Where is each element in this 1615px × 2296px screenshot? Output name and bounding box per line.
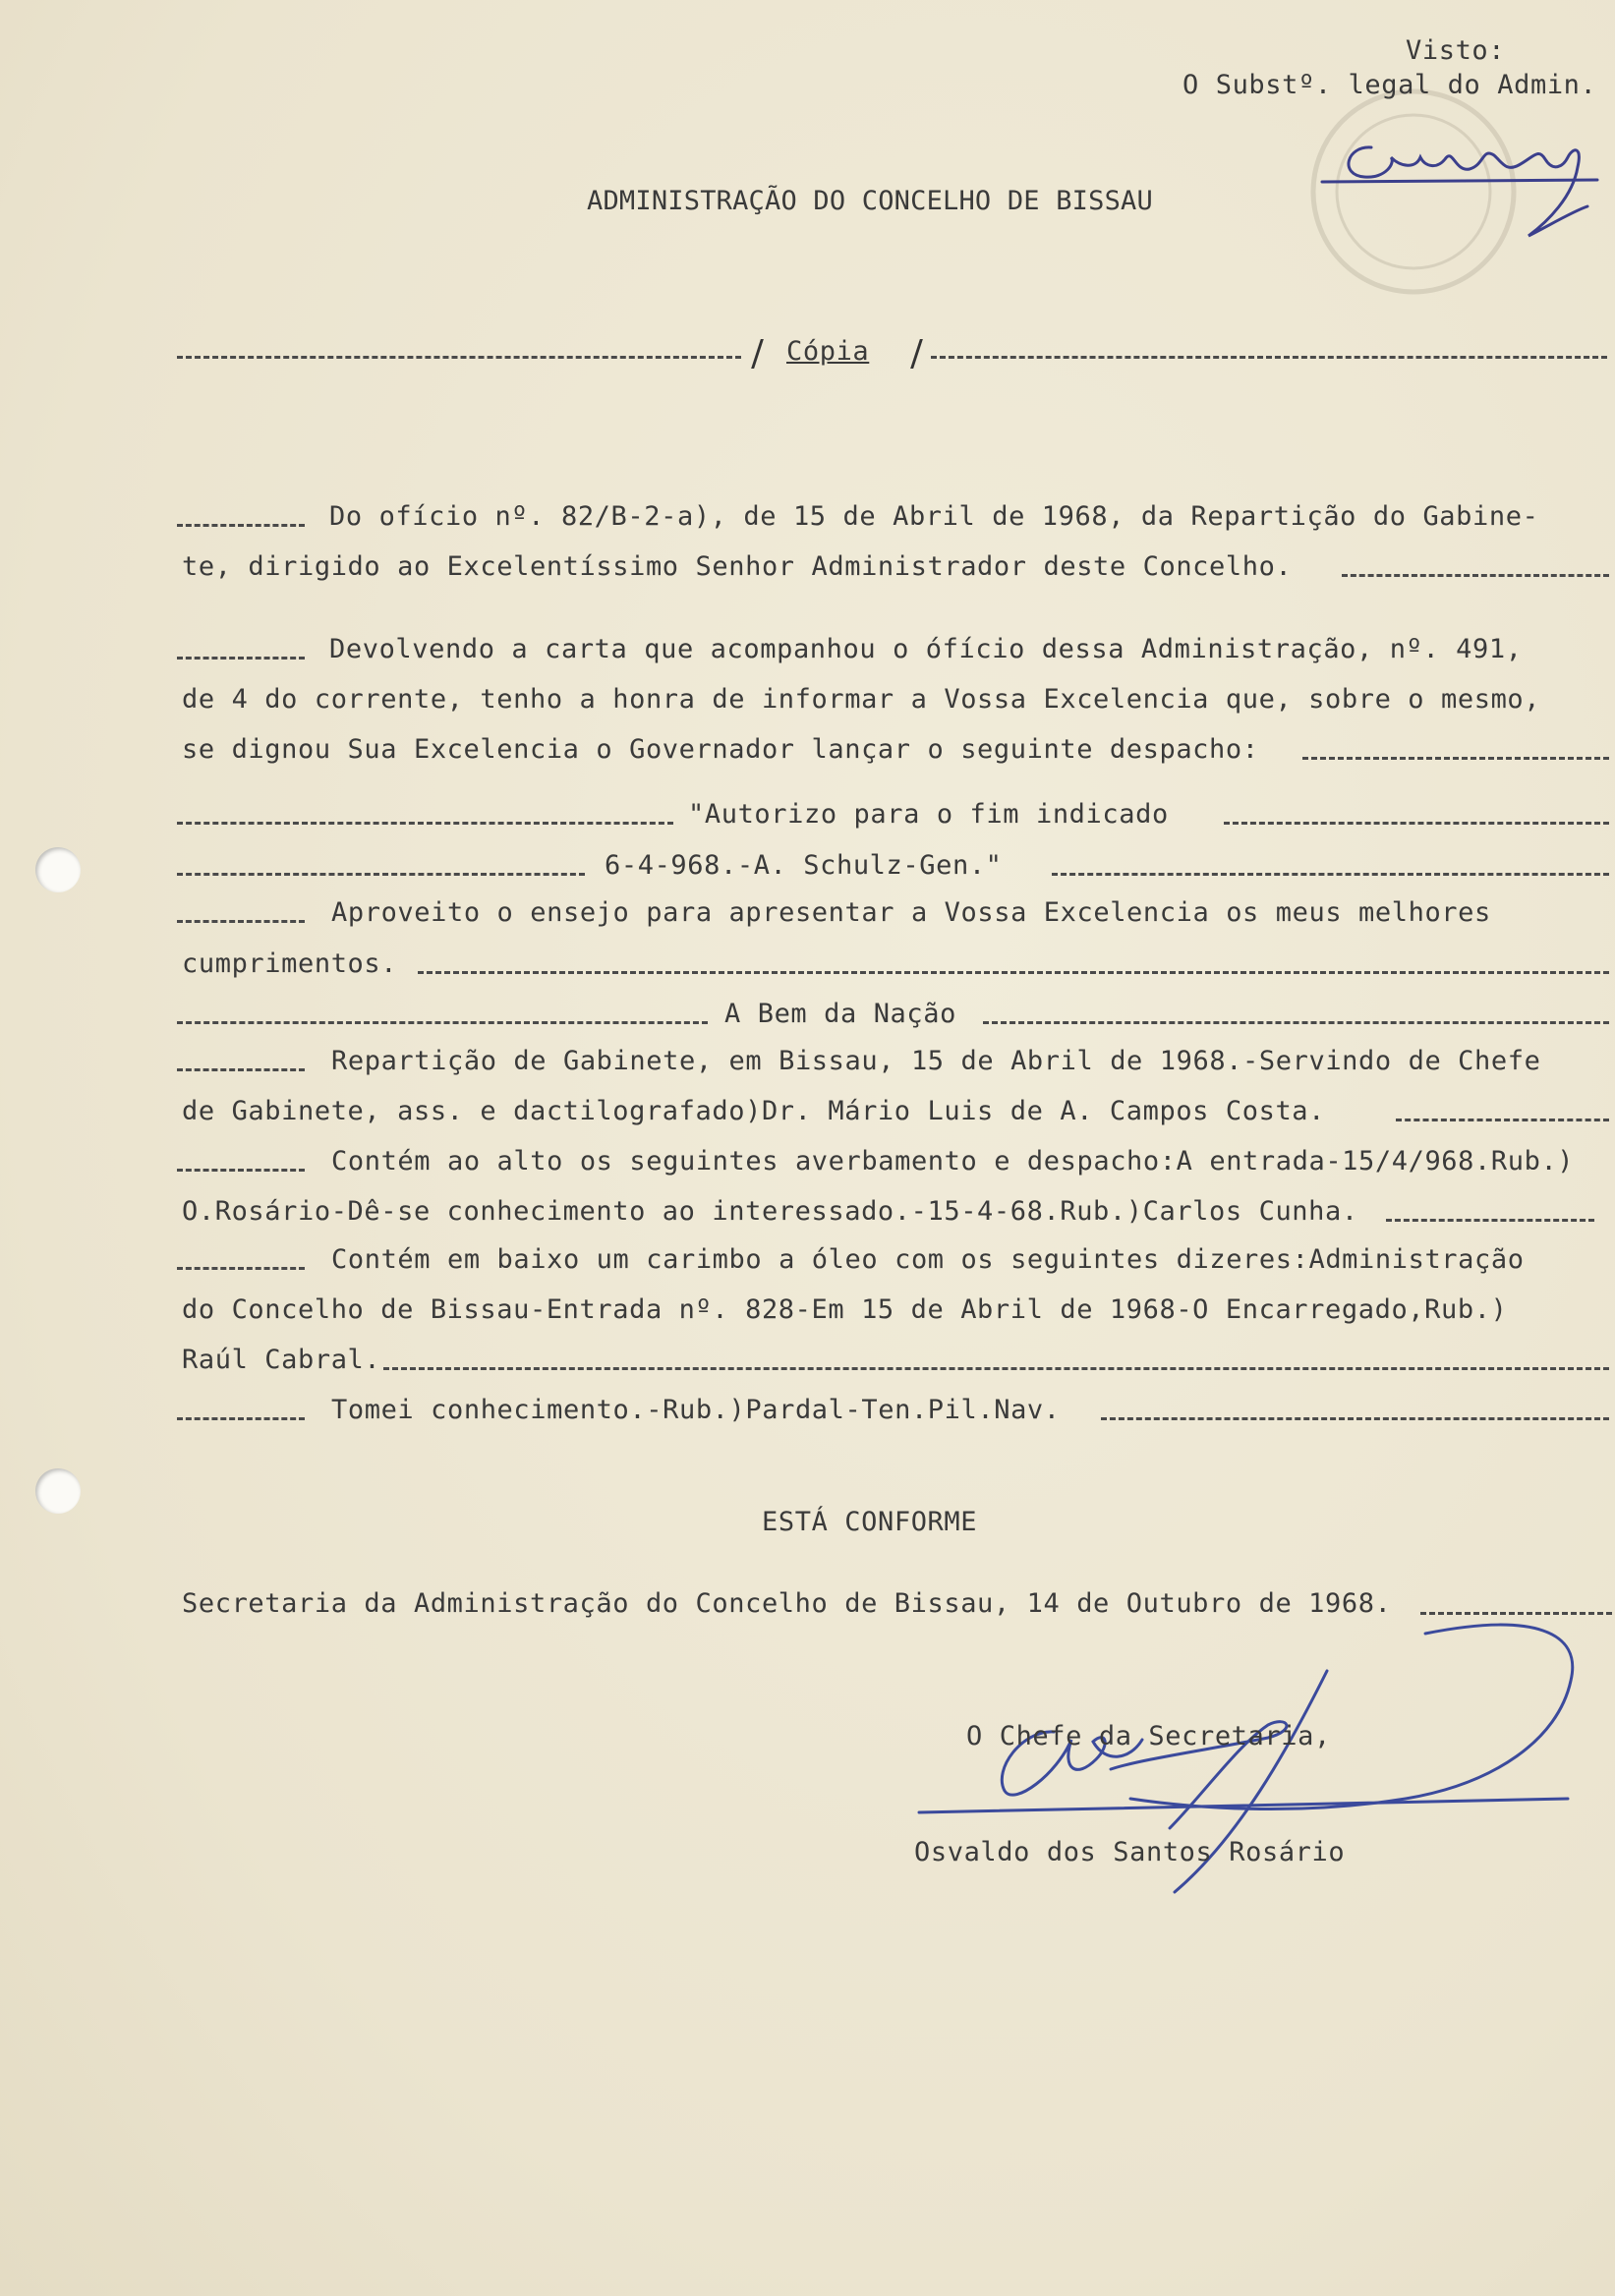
trailing-dashes — [418, 971, 1609, 974]
leader-dashes — [177, 657, 305, 660]
body-line: 6-4-968.-A. Schulz-Gen." — [605, 850, 1003, 881]
leader-dashes — [177, 920, 305, 923]
trailing-dashes — [1101, 1417, 1609, 1420]
leader-dashes — [177, 1267, 305, 1270]
body-line: Raúl Cabral. — [182, 1345, 381, 1375]
body-line: A Bem da Nação — [724, 999, 956, 1029]
leader-dashes — [177, 1068, 305, 1071]
leader-dashes — [177, 1417, 305, 1420]
signatory-title: O Chefe da Secretaria, — [966, 1721, 1331, 1751]
copy-rule-right — [931, 356, 1607, 359]
body-line: Repartição de Gabinete, em Bissau, 15 de Abril de 1968.-Servindo de Chefe — [331, 1046, 1541, 1076]
leader-dashes — [177, 524, 305, 527]
body-line: se dignou Sua Excelencia o Governador lançar o seguinte despacho: — [182, 734, 1259, 765]
body-line: de Gabinete, ass. e dactilografado)Dr. Mário Luis de A. Campos Costa. — [182, 1096, 1326, 1126]
trailing-dashes — [1302, 757, 1609, 760]
body-line: te, dirigido ao Excelentíssimo Senhor Administrador deste Concelho. — [182, 551, 1293, 582]
visto-signature — [1322, 147, 1597, 236]
signatory-name: Osvaldo dos Santos Rosário — [914, 1837, 1346, 1867]
conforme-place-date: Secretaria da Administração do Concelho de Bissau, 14 de Outubro de 1968. — [182, 1588, 1392, 1619]
visto-substitute-line: O Substº. legal do Admin. — [1182, 70, 1597, 100]
trailing-dashes — [1224, 822, 1609, 825]
trailing-dashes — [1052, 873, 1609, 876]
trailing-dashes — [1386, 1219, 1594, 1222]
body-line: cumprimentos. — [182, 948, 398, 979]
trailing-dashes — [1342, 574, 1609, 577]
conforme-title: ESTÁ CONFORME — [762, 1507, 978, 1537]
leader-dashes — [177, 1169, 305, 1172]
official-stamp — [1313, 91, 1514, 292]
copy-rule-left — [177, 356, 741, 359]
body-line: Do ofício nº. 82/B-2-a), de 15 de Abril de 1968, da Repartição do Gabine- — [329, 501, 1539, 532]
body-line: Contém ao alto os seguintes averbamento e despacho:A entrada-15/4/968.Rub.) — [331, 1146, 1575, 1177]
body-line: Devolvendo a carta que acompanhou o ófício dessa Administração, nº. 491, — [329, 634, 1523, 664]
body-line: O.Rosário-Dê-se conhecimento ao interessado.-15-4-68.Rub.)Carlos Cunha. — [182, 1196, 1358, 1227]
leader-dashes — [177, 873, 585, 876]
page-title: ADMINISTRAÇÃO DO CONCELHO DE BISSAU — [587, 186, 1153, 216]
body-line: Contém em baixo um carimbo a óleo com os seguintes dizeres:Administração — [331, 1244, 1525, 1275]
trailing-dashes — [383, 1367, 1609, 1370]
visto-label: Visto: — [1406, 35, 1506, 66]
body-line: Tomei conhecimento.-Rub.)Pardal-Ten.Pil.Nav. — [331, 1395, 1061, 1425]
trailing-dashes — [1396, 1119, 1609, 1121]
body-line: "Autorizo para o fim indicado — [688, 799, 1169, 830]
conforme-trailing-dashes — [1420, 1612, 1612, 1615]
trailing-dashes — [983, 1021, 1609, 1024]
copy-label: Cópia — [786, 336, 870, 367]
body-line: de 4 do corrente, tenho a honra de informar a Vossa Excelencia que, sobre o mesmo, — [182, 684, 1541, 715]
leader-dashes — [177, 1021, 708, 1024]
leader-dashes — [177, 822, 673, 825]
body-line: Aproveito o ensejo para apresentar a Vossa Excelencia os meus melhores — [331, 897, 1491, 928]
body-line: do Concelho de Bissau-Entrada nº. 828-Em 15 de Abril de 1968-O Encarregado,Rub.) — [182, 1294, 1508, 1325]
